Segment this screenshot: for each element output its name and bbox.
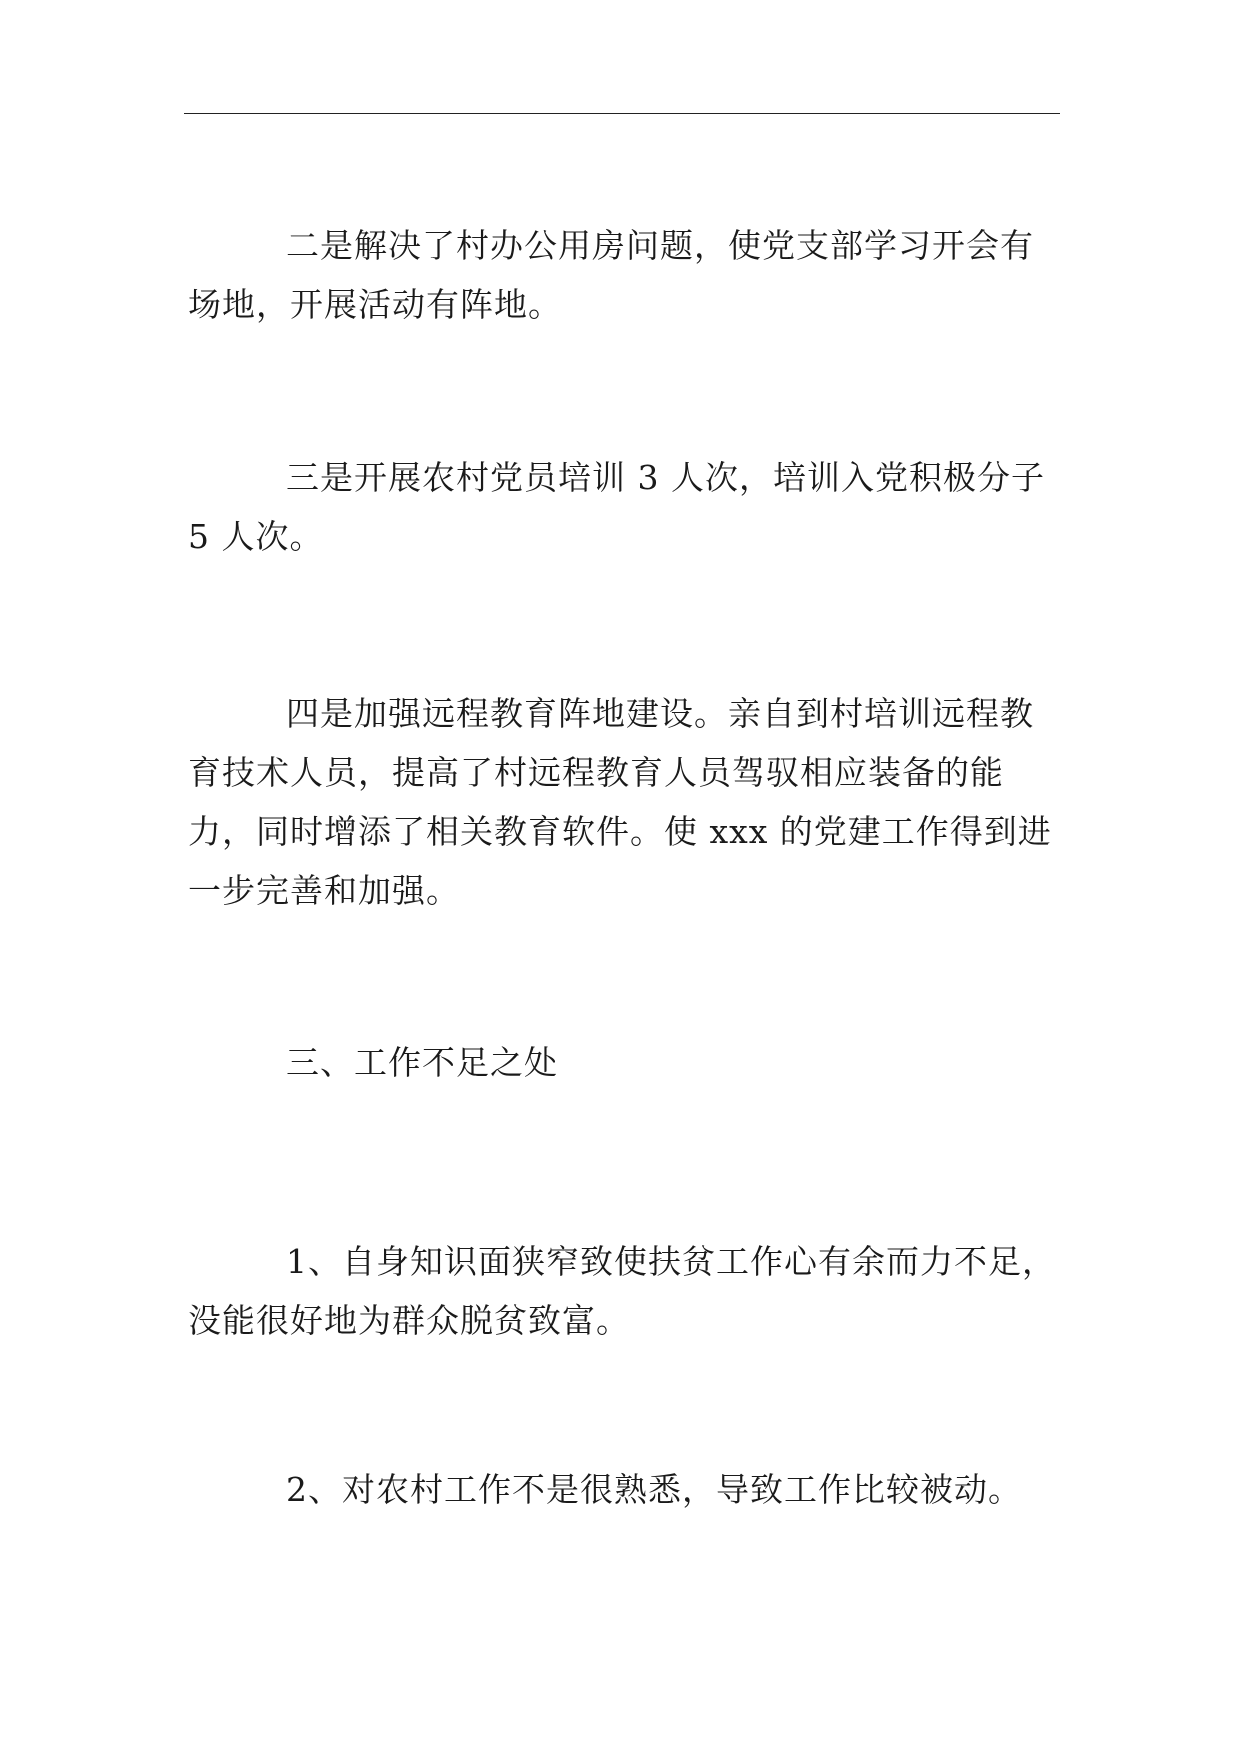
paragraph-party-training: 三是开展农村党员培训 3 人次，培训入党积极分子 5 人次。 <box>188 458 1045 556</box>
paragraph-remote-education: 四是加强远程教育阵地建设。亲自到村培训远程教育技术人员，提高了村远程教育人员驾驭相应装备的能力，同时增添了相关教育软件。使 xxx 的党建工作得到进一步完善和加强。 <box>188 694 1052 910</box>
header-rule <box>184 113 1060 114</box>
section-heading-shortcomings: 三、工作不足之处 <box>286 1043 558 1082</box>
paragraph-shortcoming-2: 2、对农村工作不是很熟悉，导致工作比较被动。 <box>286 1470 1022 1509</box>
paragraph-shortcoming-1: 1、自身知识面狭窄致使扶贫工作心有余而力不足，没能很好地为群众脱贫致富。 <box>188 1242 1056 1340</box>
paragraph-office-housing: 二是解决了村办公用房问题，使党支部学习开会有场地，开展活动有阵地。 <box>188 226 1034 324</box>
